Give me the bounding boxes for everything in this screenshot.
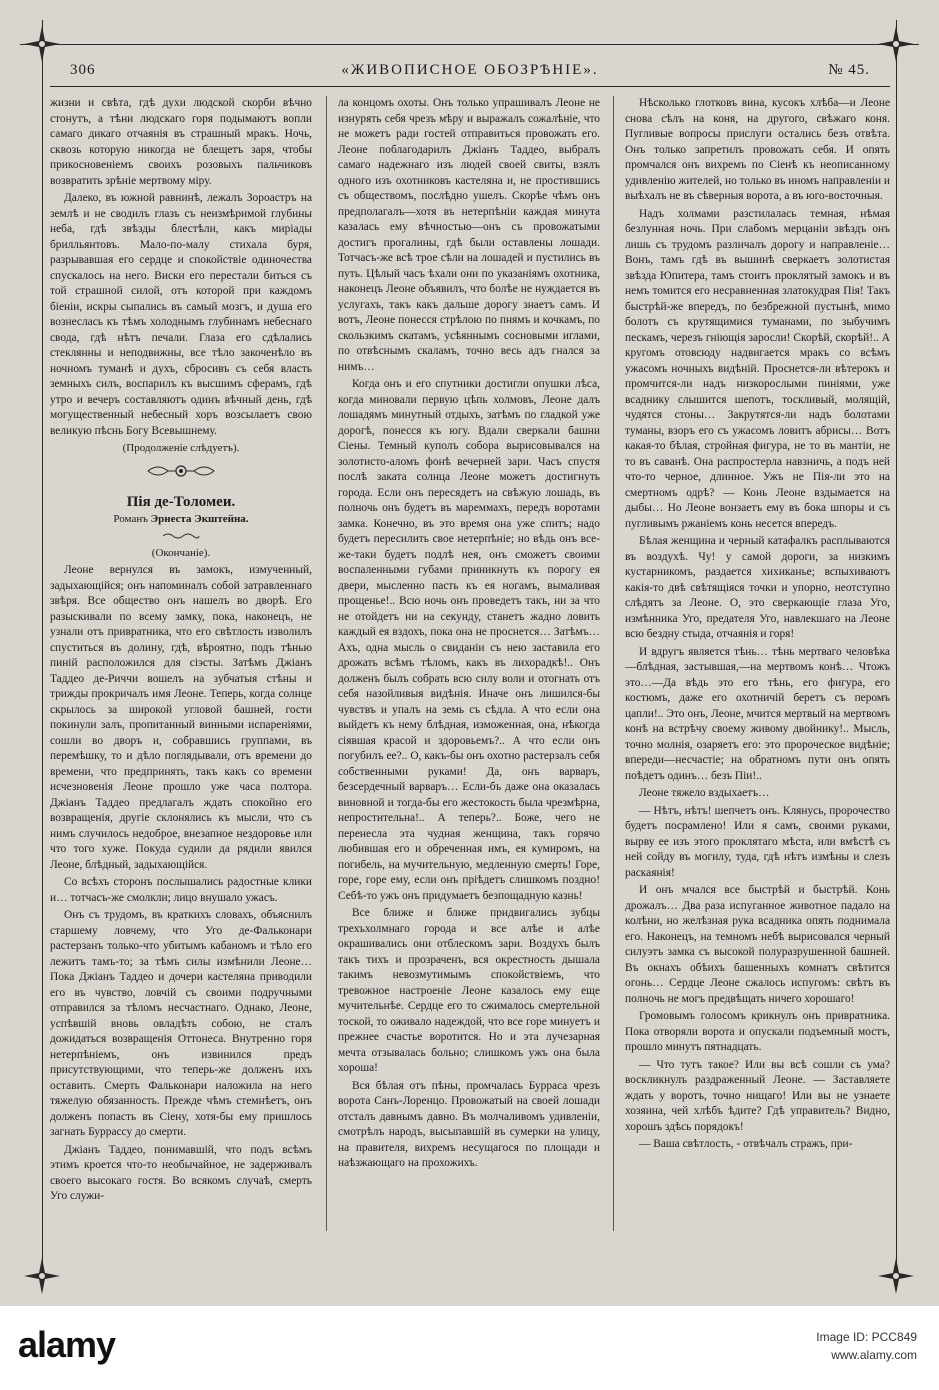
paragraph: Далеко, въ южной равнинѣ, лежалъ Зороастръ на землѣ и не сводилъ глазъ съ неизмѣримой глубины неба, гдѣ звѣзды блестѣли, какъ миріады брилльянтовъ. Мало-по-малу стихала буря, разрывавшая его сердце и спокойствіе одиночества спускалось на него. Виски его перестали биться съ той страшной силой, отъ которой при каждомъ біеніи, искры сыпались въ самый мозгъ, и душа его вознеслась къ тѣмъ холоднымъ глубинамъ небеснаго свода, гдѣ нѣтъ печали. Глаза его сдѣлались стеклянны и неподвижны, все тѣло закоченѣло въ ночномъ туманѣ и духъ, сбросивъ съ себя власть земныхъ силъ, воспарилъ къ высшимъ сферамъ, гдѣ утро и вечеръ составляютъ одинъ вѣчный день, гдѣ могущественный небесный хоръ возсылаетъ свою великую пѣснь Богу Всевышнему. xyxy=(50,192,312,437)
corner-ornament-icon xyxy=(22,1256,62,1296)
paragraph: Надъ холмами разстилалась темная, нѣмая безлунная ночь. При слабомъ мерцаніи звѣздъ онъ лишь съ трудомъ различалъ дорогу и направленіе… Вонъ, тамъ гдѣ въ вышинѣ сверкаетъ золотистая звѣзда Юпитера, тамъ стоитъ проклятый замокъ и въ немъ томится его несравненная златокудрая Пія! Такъ быстрѣй-же впередъ, по безбрежной пустынѣ, мимо болотъ съ крутящимися туманами, по зыбучимъ пескамъ, черезъ гніющія заросли! Скорѣй, скорѣй!.. А кругомъ отовсюду надвигается мракъ со всѣмъ ужасомъ ночныхъ видѣній. Проснется-ли вѣтерокъ и промчится-ли надъ низкорослыми пиніями, уже всаднику слышится шепотъ, тоскливый, молящій, чудятся стоны… Закрутятся-ли надъ болотами туманы, взоръ его съ ужасомъ ловитъ абрисы… Вотъ какая-то бѣлая, стройная фигура, не то въ мантіи, не то въ саванѣ. Она распростерла навзничь, а подъ ней что-то черное, длинное. Ужъ не Пія-ли это на смертномъ одрѣ? — Конь Леоне вздымается на дыбы… Но Леоне вонзаетъ ему въ бока шпоры и съ пугливымъ ржаніемъ конь несется впередъ. xyxy=(625,207,890,530)
column-divider xyxy=(613,96,614,1231)
paragraph: Со всѣхъ сторонъ послышались радостные клики и… тотчасъ-же смолкли; лицо внушало ужасъ. xyxy=(50,876,312,904)
paragraph: — Нѣтъ, нѣтъ! шепчетъ онъ. Клянусь, пророчество будетъ посрамлено! Или я самъ, своими руками, вырву ее изъ этого проклятаго мѣста, или вмѣстѣ съ ней сойду въ могилу, туда, гдѣ нѣтъ измѣны и слезъ раскаянія! xyxy=(625,804,890,879)
frame-top-line xyxy=(20,44,919,45)
divider-ornament-icon xyxy=(50,463,312,481)
paragraph: И онъ мчался все быстрѣй и быстрѣй. Конь дрожалъ… Два раза испуганное животное падало на колѣни, но желѣзная рука всадника опять поднимала его. Наконецъ, на темномъ небѣ вырисовался черный силуэтъ замка съ высокой полуразрушенной башней. Въ окнахъ обѣихъ башенныхъ комнатъ свѣтится огонь… Сердце Леоне сжалось испугомъ: свѣтъ въ полночь не могъ предвѣщать ничего хорошаго! xyxy=(625,884,890,1005)
stock-logo: alamy xyxy=(18,1324,116,1365)
stock-site: www.alamy.com xyxy=(831,1348,917,1362)
stock-watermark-band xyxy=(0,1306,939,1390)
paragraph: И вдругъ является тѣнь… тѣнь мертваго человѣка—блѣдная, застывшая,—на мертвомъ конѣ… Чтожъ это…—Да вѣдь это его тѣнь, его фигура, его костюмъ, даже его охотничій беретъ съ перомъ цапли!.. Это онъ, Леоне, мчится мертвый на мертвомъ конѣ на встрѣчу своему живому двойнику!.. Мысль, точно молнія, озаряетъ его: это пророческое видѣніе; впереди—несчастіе; на обратномъ пути онъ опять поѣдетъ одинъ… безъ Піи!.. xyxy=(625,645,890,782)
ending-note: (Окончаніе). xyxy=(151,546,211,559)
story-title: Пія де-Толомеи. xyxy=(126,493,236,510)
image-id: Image ID: PCC849 xyxy=(816,1330,917,1344)
paragraph: Вся бѣлая отъ пѣны, промчалась Бурраса чрезъ ворота Санъ-Лоренцо. Провожатый на своей лошади отсталъ давнымъ давно. Въ молчаливомъ удивленіи, смотрѣлъ народъ, высыпавшій въ сумерки на улицу, на правителя, вихремъ несущагося по площади и наѣзжающаго на прохожихъ. xyxy=(338,1079,600,1169)
paragraph: Когда онъ и его спутники достигли опушки лѣса, когда миновали первую цѣпь холмовъ, Леоне далъ лошадямъ минутный отдыхъ, затѣмъ по гладкой уже дорогѣ, понесся къ югу. Вдали сверкали башни Сіены. Темный куполъ собора вырисовывался на золотисто-аломъ фонѣ вечерней зари. Часъ спустя послѣ заката солнца Леоне можетъ достигнуть города. Если онъ пересядетъ на свѣжую лошадь, въ полночь онъ будетъ въ мареммахъ, передъ воротами замка. Конечно, въ это время она уже спитъ; надо будетъ пересилить свое нетерпѣніе; но вѣдь онъ все-же-таки будетъ подлѣ нея, онъ сможетъ своими воспаленными губами приникнуть къ порогу ея двери, мысленно пасть къ ея ногамъ, вымаливая прощенье!.. Всю ночь онъ проведетъ такъ, ни за что не отойдетъ ни на секунду, станетъ жадно ловить каждый ея вздохъ, пока она не проснется… Затѣмъ… Ахъ, одна мысль о свиданіи съ нею заставила его дрожать всѣмъ тѣломъ, какъ въ лихорадкѣ!.. Онъ долженъ былъ собрать всю силу воли и отогнать отъ себя назойливыя видѣнія. Иначе онъ лишился-бы чувствъ и упалъ на земь съ сѣдла. А что если она выйдетъ къ нему блѣдная, изможенная, она, нѣкогда сіявшая красой и здоровьемъ?.. А что если онъ погубилъ ее?.. О, какъ-бы онъ охотно растерзалъ себя собственными руками! Да, онъ варваръ, безсердечный варваръ… Если-бъ даже она оказалась виновной и тогда-бы его жестокость была чрезмѣрна, непростительна!.. А теперь?.. Боже, чего не перенесла эта чудная женщина, такъ горячо любившая его и обреченная имъ, ея кумиромъ, на погибель, на мучительную, медленную смерть! Горе, горе, горе ему, если онъ пріѣдетъ слишкомъ поздно! Себѣ-то ужъ онъ придумаетъ безпощадную казнь! xyxy=(338,378,600,902)
squiggle-ornament-icon xyxy=(50,530,312,540)
paragraph: Леоне вернулся въ замокъ, измученный, задыхающійся; онъ напоминалъ собой затравленнаго звѣря. Все общество онъ нашелъ во дворѣ. Его разыскивали по всему замку, пока, наконецъ, не узнали отъ привратника, что его свѣтлость изволилъ спуститься въ долину, гдѣ, вѣроятно, подъ тѣнью пиній расположился для сіэсты. Затѣмъ Джіанъ Таддео де-Риччи вошелъ на зубчатыя стѣны и трижды прокричалъ имя Леоне. Теперь, когда солнце скрылось за широкой угловой башней, гости покинули залъ, пропитанный винными испареніями, сошли во дворъ и, собравшись группами, въ перемѣшку, то и дѣло поглядывали, отъ времени до времени, что предпринять, такъ какъ со времени исчезновенія Леоне прошло уже часа полтора. Джіанъ Таддео предлагалъ ждать спокойно его возвращенія, другіе склонялись къ мысли, что съ нимъ случилось недоброе, внезапное нездоровье или что того хуже. Покуда судили да рядили явился Леоне, блѣдный, задыхающійся. xyxy=(50,564,312,871)
column-divider xyxy=(326,96,327,1231)
paragraph: — Ваша свѣтлость, - отвѣчалъ стражъ, при- xyxy=(639,1138,853,1150)
paragraph: Онъ съ трудомъ, въ краткихъ словахъ, объяснилъ старшему ловчему, что Уго де-Фальконари растерзанъ только-что убитымъ кабаномъ и тѣло его лежитъ тамъ-то; за тѣмъ силы измѣнили Леоне… Пока Джіанъ Таддео и дочери кастеляна приводили его въ чувство, ловчій съ своими подручными отправился за тѣломъ несчастнаго. Однако, Леоне, успѣвшій вновь овладѣть собою, не сталъ дожидаться возвращенія Оттонеса. Внутренно горя нетерпѣніемъ, онъ извинился предъ присутствующими, что теперь-же долженъ ихъ оставить. Смерть Фальконари наложила на него тяжелую обязанность. Прежде чѣмъ стемнѣетъ, онъ долженъ попасть въ Сіену, хотя-бы ему пришлось загнать Буррассу до смерти. xyxy=(50,909,312,1138)
page-title: «ЖИВОПИСНОЕ ОБОЗРѢНІЕ». xyxy=(341,62,599,78)
paragraph: Леоне тяжело вздыхаетъ… xyxy=(639,787,770,799)
paragraph: Громовымъ голосомъ крикнулъ онъ привратника. Пока отворяли ворота и опускали подъемный мостъ, прошло минутъ пятнадцать. xyxy=(625,1010,890,1053)
corner-ornament-icon xyxy=(876,1256,916,1296)
paragraph: Бѣлая женщина и черный катафалкъ расплываются въ воздухѣ. Чу! у самой дороги, за низкимъ кустарникомъ, раздается хихиканье; вспыхиваютъ какія-то двѣ свѣтящіяся точки и упорно, неотступно слѣдятъ за Леоне. О, это сверкающіе глаза Уго, измѣнника Уго, предателя Уго, навлекшаго на Леоне всю бездну стыда, отчаянія и горя! xyxy=(625,535,890,640)
text-column-2 xyxy=(338,96,600,1172)
page-number: 306 xyxy=(70,62,96,78)
frame-right-line xyxy=(896,20,897,1290)
paragraph: Нѣсколько глотковъ вина, кусокъ хлѣба—и Леоне снова сѣлъ на коня, на другого, свѣжаго коня. Пугливые вопросы прислуги остались безъ отвѣта. Онъ только запретилъ провожать себя. И опять промчался онъ вихремъ по Сіенѣ къ неописанному удивленію жителей, но только въ иномъ направленіи и выѣхалъ не въ сѣверныя ворота, а въ юго-восточныя. xyxy=(625,97,890,202)
text-column-3 xyxy=(625,96,890,1153)
story-author: Эрнеста Экштейна. xyxy=(150,513,249,525)
frame-left-line xyxy=(42,20,43,1290)
page-header xyxy=(70,62,870,84)
paragraph: ла концомъ охоты. Онъ только упрашивалъ Леоне не изнурять себя чрезъ мѣру и выражалъ сожалѣніе, что не можетъ ради гостей отправиться провожать его. Леоне поблагодарилъ Джіанъ Таддео, выбралъ самаго надежнаго изъ людей своей свиты, взялъ одного изъ охотниковъ кастеляна и, не простившись съ обществомъ, послѣдно ушелъ. Скорѣе чѣмъ онъ предполагалъ—хотя въ нетерпѣніи каждая минута казалась ему вѣчностью—онъ съ провожатыми достигъ прогалины, гдѣ были оставлены лошади. Тотчасъ-же всѣ трое сѣли на лошадей и пустились въ путь. Цѣлый часъ ѣхали они по указаніямъ охотника, наконецъ Леоне объявилъ, что болѣе не нуждается въ услугахъ, такъ какъ дальше дорогу знаетъ самъ. И вотъ, Леоне понесся стрѣлою по пнямъ и кочкамъ, по скользкимъ скатамъ, усѣяннымъ сосновыми иглами, по отвѣснымъ скаламъ, точно весь адъ гнался за нимъ… xyxy=(338,97,600,373)
paragraph: жизни и свѣта, гдѣ духи людской скорби вѣчно стонутъ, а тѣни людскаго горя подымаютъ вопли самаго дикаго отчаянія въ страшный мракъ. Ночь, сквозь которую никогда не блещетъ заря, чтобы прикосновеніемъ своихъ розовыхъ пальчиковъ возвратить зрѣніе мертвому міру. xyxy=(50,97,312,187)
continued-note: (Продолженіе слѣдуетъ). xyxy=(122,442,240,454)
corner-ornament-icon xyxy=(22,24,62,64)
paragraph: Все ближе и ближе придвигались зубцы трехъхолмнаго города и все алѣе и алѣе окрашивались они отблескомъ зари. Воздухъ былъ такъ тихъ и прозраченъ, вся окрестность дышала такимъ невозмутимымъ спокойствіемъ, что тревожное настроеніе Леоне казалось ему еще мучительнѣе. Сердце его то сжималось смертельной тоской, то оживало надеждой, что все горе минуетъ и прежнее счастье воротится. Но и эта лучезарная мечта отзывалась больно; слишкомъ ужъ она была хороша! xyxy=(338,907,600,1074)
story-byline: Романъ Эрнеста Экштейна. xyxy=(113,513,249,525)
paragraph: Джіанъ Таддео, понимавшій, что подъ всѣмъ этимъ кроется что-то необычайное, не задерживалъ своего высокаго гостя. Во всякомъ случаѣ, смерть Уго служи- xyxy=(50,1143,312,1202)
header-rule xyxy=(50,86,890,87)
paragraph: — Что тутъ такое? Или вы всѣ сошли съ ума? воскликнулъ раздраженный Леоне. — Заставляете ждать у воротъ, точно нищаго! Или вы не узнаете хозяина, чей хлѣбъ ѣдите? Гдѣ управитель? Видно, хорошъ здѣсь порядокъ! xyxy=(625,1058,890,1133)
text-column-1 xyxy=(50,96,312,1205)
stock-info xyxy=(816,1328,917,1364)
corner-ornament-icon xyxy=(876,24,916,64)
issue-number: № 45. xyxy=(828,62,870,78)
